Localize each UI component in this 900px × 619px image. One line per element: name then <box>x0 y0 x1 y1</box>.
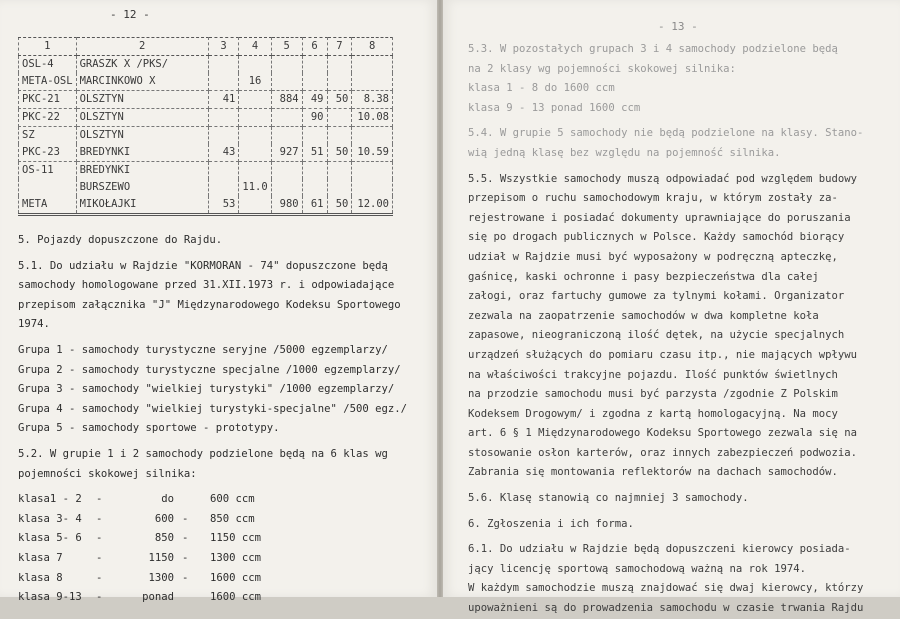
class-name: klasa 5- 6 <box>18 532 82 545</box>
class-dash: - <box>96 571 103 584</box>
table-cell: 43 <box>208 144 239 162</box>
class-sep <box>182 490 210 510</box>
para-6-1-line: upoważnieni są do prowadzenia samochodu w czasie trwania Rajdu <box>468 602 864 615</box>
table-cell <box>208 127 239 145</box>
group-line: Grupa 4 - samochody "wielkiej turystyki-specjalne" /500 egz./ <box>18 402 408 415</box>
table-row <box>19 196 393 215</box>
group-line: Grupa 5 - samochody sportowe - prototypy. <box>18 422 280 435</box>
table-cell <box>239 91 271 109</box>
para-5-1-line: samochody homologowane przed 31.XII.1973 r. i odpowiadające <box>18 279 395 292</box>
results-table-wrapper <box>18 37 393 216</box>
para-6-1-line: jący licencję sportową samochodową ważną na rok 1974. <box>468 562 807 575</box>
table-row <box>19 127 393 145</box>
table-cell <box>327 127 352 145</box>
para-5-2-line: 5.2. W grupie 1 i 2 samochody podzielone będą na 6 klas wg <box>18 447 388 460</box>
table-cell: SZ <box>19 127 77 145</box>
class-row <box>18 549 428 569</box>
class-sep: - <box>182 551 189 564</box>
table-cell: 90 <box>302 109 327 127</box>
table-cell: OS-11 <box>19 162 77 180</box>
table-cell: 51 <box>302 144 327 162</box>
table-cell: 10.08 <box>352 109 393 127</box>
table-row <box>19 109 393 127</box>
section-5-heading: 5. Pojazdy dopuszczone do Rajdu. <box>18 234 223 246</box>
left-page <box>0 0 437 604</box>
table-header-cell: 8 <box>352 38 393 56</box>
para-5-5-line: art. 6 § 1 Międzynarodowego Kodeksu Sportowego zezwala się na <box>468 427 858 440</box>
class-row <box>18 588 428 608</box>
table-cell: BREDYNKI <box>76 162 208 180</box>
table-cell <box>239 144 271 162</box>
table-cell: OLSZTYN <box>76 127 208 145</box>
table-cell: 49 <box>302 91 327 109</box>
table-cell <box>302 127 327 145</box>
right-text-body <box>468 40 898 619</box>
table-cell: BREDYNKI <box>76 144 208 162</box>
table-header-cell: 5 <box>271 38 302 56</box>
table-cell: 50 <box>327 144 352 162</box>
para-5-5-line: gaśnicę, kaski ochronne i pasy bezpieczeństwa dla całej <box>468 270 819 283</box>
table-cell <box>271 109 302 127</box>
para-5-6: 5.6. Klasę stanowią co najmniej 3 samochody. <box>468 492 749 505</box>
table-cell <box>352 73 393 91</box>
table-cell <box>271 127 302 145</box>
class-row <box>18 569 428 589</box>
table-cell: 8.38 <box>352 91 393 109</box>
table-cell <box>352 56 393 74</box>
table-header-cell: 1 <box>19 38 77 56</box>
table-cell: 50 <box>327 196 352 215</box>
para-5-5-line: na właściwości trakcyjne pojazdu. Ilość punktów świetlnych <box>468 368 838 381</box>
table-cell: PKC-22 <box>19 109 77 127</box>
table-row <box>19 73 393 91</box>
class-sep: - <box>182 512 189 525</box>
para-6-1-line: W każdym samochodzie muszą znajdować się dwaj kierowcy, którzy <box>468 582 864 595</box>
table-cell <box>19 179 77 196</box>
class-to: 1600 ccm <box>210 591 262 604</box>
table-row <box>19 144 393 162</box>
class-dash: - <box>96 551 103 564</box>
table-cell: 12.00 <box>352 196 393 215</box>
class-name: klasa 3- 4 <box>18 512 82 525</box>
group-line: Grupa 2 - samochody turystyczne specjalne /1000 egzemplarzy/ <box>18 363 401 376</box>
table-cell <box>327 56 352 74</box>
class-row <box>18 510 428 530</box>
page-number: - 12 - <box>110 8 150 21</box>
table-body <box>19 56 393 215</box>
class-name: klasa 7 <box>18 551 63 564</box>
table-header-cell: 3 <box>208 38 239 56</box>
table-row <box>19 91 393 109</box>
table-row <box>19 179 393 196</box>
para-5-2-line: pojemności skokowej silnika: <box>18 467 197 480</box>
table-cell: PKC-23 <box>19 144 77 162</box>
table-cell <box>352 127 393 145</box>
table-cell: 53 <box>208 196 239 215</box>
table-row <box>19 162 393 180</box>
para-5-5-line: załogi, oraz fartuchy gumowe za tylnymi kołami. Organizator <box>468 290 845 303</box>
class-row <box>18 529 428 549</box>
left-text-body <box>18 231 428 608</box>
table-cell: 10.59 <box>352 144 393 162</box>
table-cell: BURSZEWO <box>76 179 208 196</box>
para-5-5-line: Kodeksem Drogowym/ i zgodna z kartą homologacyjną. Na mocy <box>468 407 838 420</box>
table-cell: 41 <box>208 91 239 109</box>
table-cell: 50 <box>327 91 352 109</box>
para-5-4-line: 5.4. W grupie 5 samochody nie będą podzielone na klasy. Stano- <box>468 127 864 140</box>
table-cell <box>239 127 271 145</box>
class-sep <box>182 588 210 608</box>
class-to: 850 ccm <box>210 512 255 525</box>
class-name: klasa1 - 2 <box>18 493 82 506</box>
para-5-5-line: zezwala na zaopatrzenie samochodów w dwa kompletne koła <box>468 309 819 322</box>
class-from: ponad <box>142 591 174 604</box>
group-line: Grupa 1 - samochody turystyczne seryjne /5000 egzemplarzy/ <box>18 343 388 356</box>
table-cell <box>208 162 239 180</box>
table-cell <box>208 109 239 127</box>
table-cell <box>327 162 352 180</box>
class-dash: - <box>96 493 103 506</box>
table-cell <box>352 179 393 196</box>
right-page <box>443 0 900 615</box>
table-cell <box>302 179 327 196</box>
class-list <box>18 490 428 608</box>
table-cell <box>208 56 239 74</box>
table-cell: OSL-4 <box>19 56 77 74</box>
class-to: 1600 ccm <box>210 571 262 584</box>
table-cell <box>271 73 302 91</box>
para-5-5-line: rejestrowane i posiadać dokumenty uprawniające do poruszania <box>468 211 851 224</box>
para-5-5-line: na przodzie samochodu musi być parzysta /zgodnie Z Polskim <box>468 388 838 401</box>
table-cell: 927 <box>271 144 302 162</box>
table-cell <box>327 73 352 91</box>
table-cell: 980 <box>271 196 302 215</box>
table-cell <box>239 162 271 180</box>
table-cell <box>302 162 327 180</box>
class-sep: - <box>182 532 189 545</box>
table-cell: 61 <box>302 196 327 215</box>
class-to: 1300 ccm <box>210 551 262 564</box>
para-5-5-line: urządzeń służących do pomiaru czasu itp., nie mających wpływu <box>468 348 858 361</box>
para-5-1-line: 1974. <box>18 318 50 331</box>
para-5-5-line: 5.5. Wszystkie samochody muszą odpowiadać pod względem budowy <box>468 172 858 185</box>
table-cell <box>327 179 352 196</box>
group-line: Grupa 3 - samochody "wielkiej turystyki" /1000 egzemplarzy/ <box>18 383 395 396</box>
table-cell <box>327 109 352 127</box>
class-to: 600 ccm <box>210 493 255 506</box>
table-cell <box>352 162 393 180</box>
table-cell <box>239 196 271 215</box>
para-5-5-line: przepisom o ruchu samochodowym kraju, w którym zostały za- <box>468 192 838 205</box>
table-header-cell: 6 <box>302 38 327 56</box>
table-row <box>19 56 393 74</box>
table-cell: OLSZTYN <box>76 91 208 109</box>
table-cell <box>208 73 239 91</box>
para-5-5-line: zapasowe, nieograniczoną ilość dętek, na użycie specjalnych <box>468 329 845 342</box>
table-cell: PKC-21 <box>19 91 77 109</box>
para-5-4-line: wią jedną klasę bez względu na pojemność silnika. <box>468 146 781 159</box>
page-number: - 13 - <box>658 20 698 33</box>
para-5-5-line: udział w Rajdzie musi być wyposażony w podręczną apteczkę, <box>468 250 838 263</box>
class-5-3-line: klasa 1 - 8 do 1600 ccm <box>468 82 615 95</box>
table-cell: 16 <box>239 73 271 91</box>
class-5-3-line: klasa 9 - 13 ponad 1600 ccm <box>468 101 641 114</box>
para-6-1 <box>468 540 898 618</box>
class-from: 600 <box>154 512 174 525</box>
table-header-row <box>19 38 393 56</box>
table-cell <box>239 109 271 127</box>
class-from: 1150 <box>148 551 174 564</box>
class-to: 1150 ccm <box>210 532 262 545</box>
para-5-3-line: 5.3. W pozostałych grupach 3 i 4 samochody podzielone będą <box>468 43 838 55</box>
class-sep: - <box>182 571 189 584</box>
class-dash: - <box>96 591 103 604</box>
para-5-5-line: stosowanie osłon karterów, oraz innych zabezpieczeń podwozia. <box>468 446 858 459</box>
para-5-3-line: na 2 klasy wg pojemności skokowej silnika: <box>468 62 736 75</box>
class-dash: - <box>96 512 103 525</box>
class-name: klasa 9-13 <box>18 591 82 604</box>
table-cell: META <box>19 196 77 215</box>
table-cell <box>271 56 302 74</box>
section-6-heading: 6. Zgłoszenia i ich forma. <box>468 517 634 530</box>
table-cell <box>271 179 302 196</box>
table-header-cell: 4 <box>239 38 271 56</box>
table-cell: MARCINKOWO X <box>76 73 208 91</box>
class-from: do <box>161 493 174 506</box>
para-6-1-line: 6.1. Do udziału w Rajdzie będą dopuszczeni kierowcy posiada- <box>468 543 851 556</box>
table-header-cell: 2 <box>76 38 208 56</box>
class-from: 1300 <box>148 571 174 584</box>
table-cell <box>239 56 271 74</box>
results-table <box>18 37 393 216</box>
table-cell: 11.0 <box>239 179 271 196</box>
class-from: 850 <box>154 532 174 545</box>
table-cell <box>302 56 327 74</box>
class-row <box>18 490 428 510</box>
class-name: klasa 8 <box>18 571 63 584</box>
para-5-5-line: się po drogach publicznych w Polsce. Każdy samochód biorący <box>468 231 845 244</box>
table-cell <box>302 73 327 91</box>
table-header-cell: 7 <box>327 38 352 56</box>
table-cell <box>271 162 302 180</box>
table-cell <box>208 179 239 196</box>
table-cell: GRASZK X /PKS/ <box>76 56 208 74</box>
para-5-1-line: przepisom załącznika "J" Międzynarodowego Kodeksu Sportowego <box>18 298 401 311</box>
table-cell: OLSZTYN <box>76 109 208 127</box>
table-cell: META-OSL <box>19 73 77 91</box>
table-cell: MIKOŁAJKI <box>76 196 208 215</box>
para-5-5-line: Zabrania się montowania reflektorów na dachach samochodów. <box>468 466 838 479</box>
para-5-5 <box>468 170 898 484</box>
table-cell: 884 <box>271 91 302 109</box>
class-dash: - <box>96 532 103 545</box>
para-5-1-line: 5.1. Do udziału w Rajdzie "KORMORAN - 74" dopuszczone będą <box>18 259 388 272</box>
